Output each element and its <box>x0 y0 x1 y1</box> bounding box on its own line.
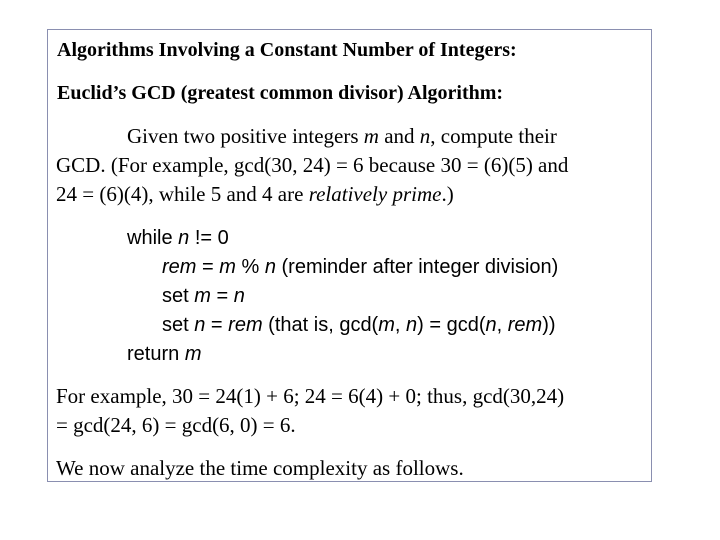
code-text: % <box>235 256 265 278</box>
code-line-rem <box>162 254 558 280</box>
code-line-set-m <box>162 283 245 309</box>
var-m: m <box>184 343 202 365</box>
example-line-2: = gcd(24, 6) = gcd(6, 0) = 6. <box>56 413 296 437</box>
heading-euclid-gcd: Euclid’s GCD (greatest common divisor) Algorithm: <box>57 82 504 104</box>
code-comment: ) = gcd( <box>417 314 486 336</box>
var-m: m <box>378 314 395 336</box>
code-text: = <box>196 256 220 278</box>
intro-text: and <box>378 124 420 148</box>
intro-text: 24 = (6)(4), while 5 and 4 are <box>56 182 309 206</box>
code-text: != 0 <box>189 227 229 249</box>
var-n: n <box>264 256 276 278</box>
code-comment: (reminder after integer division) <box>275 256 559 278</box>
var-rem: rem <box>162 256 197 278</box>
code-keyword: return <box>127 343 185 365</box>
code-text: = <box>210 285 234 307</box>
term-relatively-prime: relatively prime <box>308 182 442 206</box>
closing-line: We now analyze the time complexity as follows. <box>56 456 464 480</box>
code-comment: , <box>496 314 508 336</box>
var-n: n <box>194 314 206 336</box>
var-n: n <box>233 285 245 307</box>
code-comment: )) <box>542 314 556 336</box>
code-comment: (that is, gcd( <box>262 314 379 336</box>
var-n: n <box>419 124 431 148</box>
intro-line-2: GCD. (For example, gcd(30, 24) = 6 because 30 = (6)(5) and <box>56 153 569 177</box>
intro-line-1 <box>127 123 557 149</box>
code-line-while <box>127 225 229 251</box>
var-n: n <box>485 314 497 336</box>
example-line-1: For example, 30 = 24(1) + 6; 24 = 6(4) + 0; thus, gcd(30,24) <box>56 384 565 408</box>
intro-text: , compute their <box>430 124 557 148</box>
intro-text: Given two positive integers <box>127 124 364 148</box>
code-keyword: set <box>162 314 195 336</box>
intro-text: .) <box>441 182 454 206</box>
var-m: m <box>194 285 211 307</box>
code-text: = <box>205 314 229 336</box>
heading-constant-integers: Algorithms Involving a Constant Number of Integers: <box>57 39 517 61</box>
var-rem: rem <box>507 314 543 336</box>
var-m: m <box>363 124 379 148</box>
code-keyword: while <box>127 227 179 249</box>
code-line-return <box>127 341 201 367</box>
var-m: m <box>219 256 236 278</box>
var-n: n <box>178 227 190 249</box>
var-rem: rem <box>228 314 263 336</box>
code-line-set-n <box>162 312 556 338</box>
code-comment: , <box>394 314 407 336</box>
var-n: n <box>406 314 418 336</box>
code-keyword: set <box>162 285 195 307</box>
intro-line-3 <box>56 181 454 207</box>
